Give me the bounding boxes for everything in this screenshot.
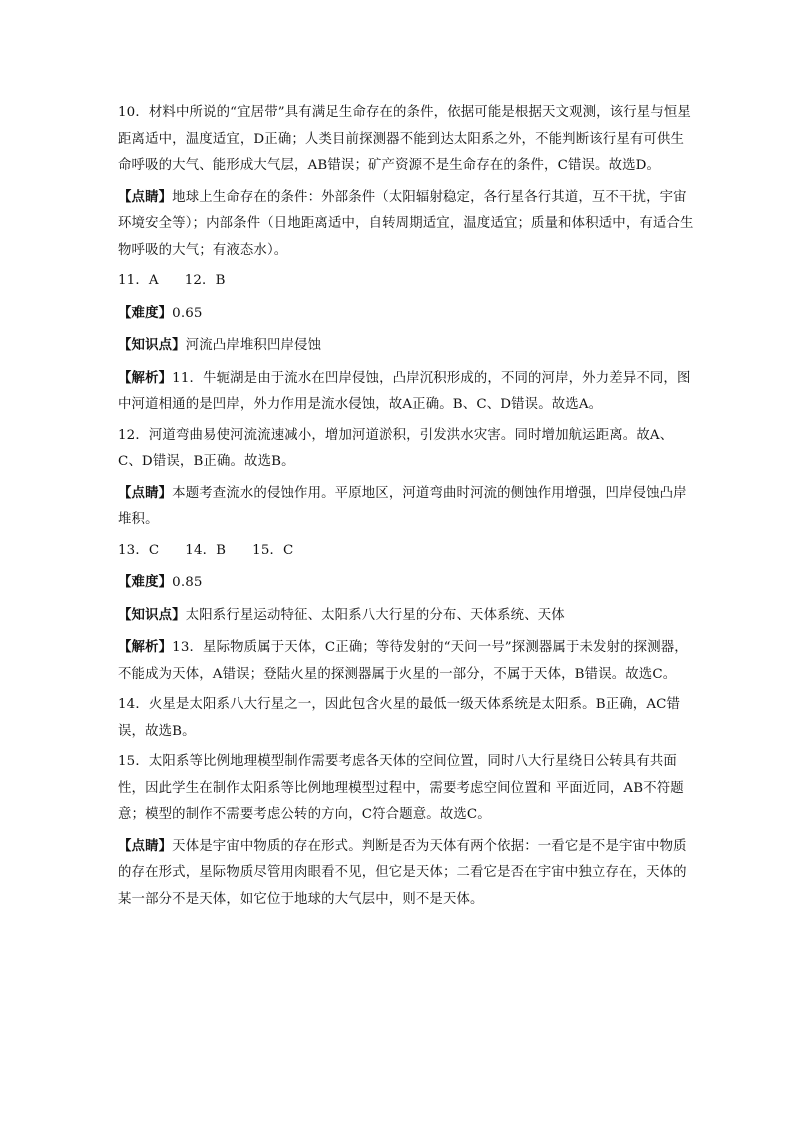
tip-block-2 [118,480,694,534]
difficulty-line-1 [118,300,694,328]
analysis-block-2 [118,634,694,688]
explanation-q15: 15．太阳系等比例地理模型制作需要考虑各天体的空间位置，同时八大行星绕日公转具有共面性，因此学生在制作太阳系等比例地理模型过程中，需要考虑空间位置和 平面近同，AB不符题意；模型的制作不需要考虑公转的方向，C符合题意。故选C。 [118,754,684,822]
difficulty-line-2 [118,569,694,597]
explanation-q12: 12．河道弯曲易使河流流速减小，增加河道淤积，引发洪水灾害。同时增加航运距离。故A、C、D错误，B正确。故选B。 [118,427,674,469]
knowledge-tag: 【知识点】 [118,606,186,623]
knowledge-line-1 [118,332,694,360]
knowledge-value: 河流凸岸堆积凹岸侵蚀 [185,338,322,353]
tip-tag: 【点睛】 [118,837,173,854]
analysis-tag: 【解析】 [118,369,173,386]
analysis-block-1 [118,365,694,419]
difficulty-value: 0.65 [172,305,203,321]
difficulty-value: 0.85 [172,575,203,590]
explanation-q10: 10．材料中所说的“宜居带”具有满足生命存在的条件，依据可能是根据天文观测，该行星与恒星距离适中，温度适宜，D正确；人类目前探测器不能到达太阳系之外，不能判断该行星有可供生命呼吸的大气、能形成大气层，AB错误；矿产资源不是生命存在的条件，C错误。故选D。 [118,105,691,173]
tip-tag: 【点睛】 [118,484,173,501]
answer-13: 13．C [118,542,160,558]
answer-explanation-body [118,100,694,917]
analysis-text: 11．牛轭湖是由于流水在凹岸侵蚀，凸岸沉积形成的，不同的河岸，外力差异不同，图中河道相通的是凹岸，外力作用是流水侵蚀，故A正确。B、C、D错误。故选A。 [118,370,691,412]
tip-text: 天体是宇宙中物质的存在形式。判断是否为天体有两个依据：一看它是不是宇宙中物质的存在形式，星际物质尽管用肉眼看不见，但它是天体；二看它是否在宇宙中独立存在，天体的某一部分不是天体，如它位于地球的大气层中，则不是天体。 [118,838,687,907]
knowledge-tag: 【知识点】 [118,337,186,353]
tip-tag: 【点睛】 [118,188,173,205]
explanation-q14: 14．火星是太阳系八大行星之一，因此包含火星的最低一级天体系统是太阳系。B正确，AC错误，故选B。 [118,697,681,739]
tip-block-3 [118,833,694,914]
difficulty-tag: 【难度】 [118,304,173,321]
answer-12: 12．B [184,273,226,288]
tip-text: 地球上生命存在的条件：外部条件（太阳辐射稳定，各行星各行其道，互不干扰，宇宙环境安全等）；内部条件（日地距离适中，自转周期适宜，温度适宜；质量和体积适中，有适合生物呼吸的大气；有液态水）。 [118,189,694,258]
difficulty-tag: 【难度】 [118,574,173,590]
answer-14: 14．B [185,542,227,558]
analysis-text: 13．星际物质属于天体，C正确；等待发射的“天问一号”探测器属于未发射的探测器，不能成为天体，A错误；登陆火星的探测器属于火星的一部分，不属于天体，B错误。故选C。 [118,640,688,682]
answer-15: 15．C [252,542,294,558]
tip-block-1 [118,184,694,265]
knowledge-value: 太阳系行星运动特征、太阳系八大行星的分布、天体系统、天体 [185,607,565,623]
answers-11-12 [118,268,694,295]
knowledge-line-2 [118,602,694,630]
analysis-tag: 【解析】 [118,639,173,655]
answer-11: 11．A [118,273,159,288]
tip-text: 本题考查流水的侵蚀作用。平原地区，河道弯曲时河流的侧蚀作用增强，凹岸侵蚀凸岸堆积。 [118,485,687,527]
answers-13-15 [118,538,694,565]
